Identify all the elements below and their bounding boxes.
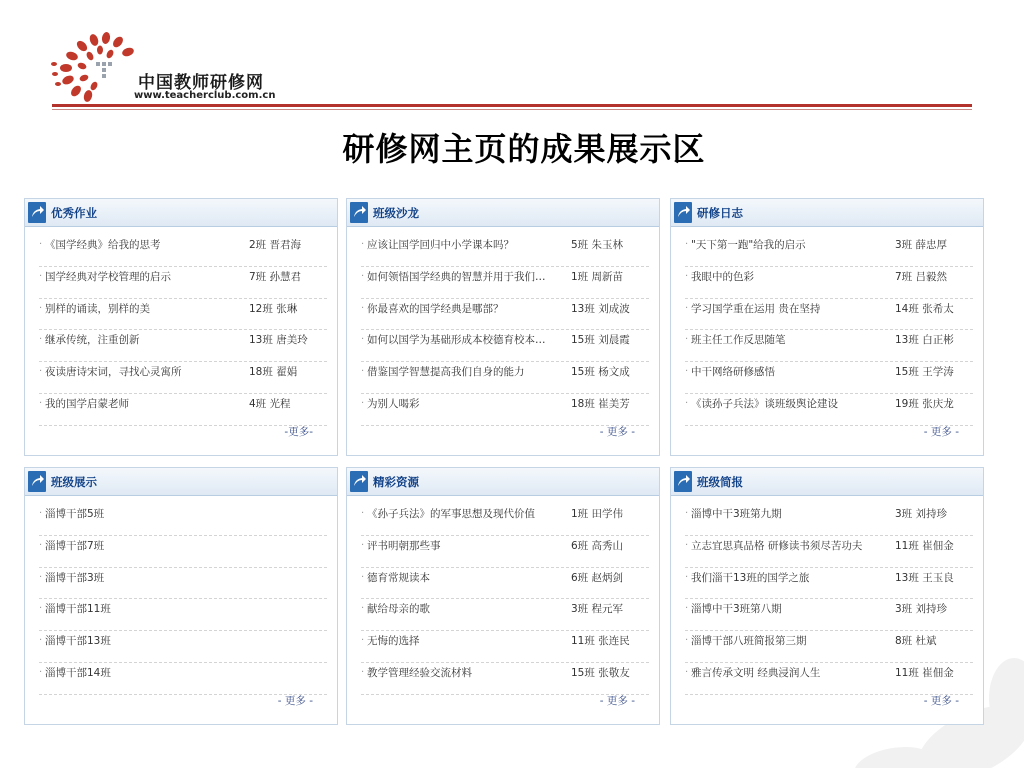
item-title[interactable]: 如何以国学为基础形成本校德育校本…: [367, 334, 546, 347]
item-title[interactable]: 淄博干部7班: [45, 539, 105, 552]
bullet-icon: ·: [361, 366, 365, 378]
panel-header: [25, 199, 337, 227]
list-item[interactable]: [361, 299, 649, 331]
arrow-icon: [350, 471, 368, 492]
item-title[interactable]: 夜读唐诗宋词，寻找心灵寓所: [45, 366, 182, 379]
header-rule-thin: [52, 109, 972, 110]
panel-header: [671, 199, 983, 227]
item-title[interactable]: 教学管理经验交流材料: [367, 666, 472, 679]
item-title[interactable]: 如何领悟国学经典的智慧并用于我们…: [367, 270, 546, 283]
bullet-icon: ·: [361, 635, 365, 647]
logo-url: www.teacherclub.com.cn: [134, 90, 276, 101]
item-title[interactable]: 我们淄干13班的国学之旅: [691, 571, 810, 584]
item-author: 11班 崔佃金: [895, 666, 954, 679]
list-item[interactable]: [685, 599, 973, 631]
bullet-icon: ·: [39, 666, 43, 678]
item-author: 15班 刘晨霞: [571, 334, 630, 347]
list-item[interactable]: [39, 504, 327, 536]
list-item[interactable]: [361, 631, 649, 663]
list-item[interactable]: [39, 299, 327, 331]
list-item[interactable]: [39, 536, 327, 568]
item-author: 11班 张连民: [571, 635, 630, 648]
item-author: 18班 翟娟: [249, 366, 298, 379]
item-author: 6班 高秀山: [571, 539, 624, 552]
bullet-icon: ·: [361, 571, 365, 583]
item-author: 13班 刘成波: [571, 302, 630, 315]
panel-study-log: [670, 198, 984, 456]
panel-header: [347, 468, 659, 496]
item-title[interactable]: 淄博干部11班: [45, 603, 111, 616]
list-item[interactable]: [685, 631, 973, 663]
bullet-icon: ·: [685, 334, 689, 346]
list-item[interactable]: [685, 536, 973, 568]
bullet-icon: ·: [39, 603, 43, 615]
list-item[interactable]: [39, 330, 327, 362]
header-rule: [52, 104, 972, 107]
list-item[interactable]: [361, 394, 649, 426]
slide-title: 研修网主页的成果展示区: [342, 130, 706, 168]
panel-header: [347, 199, 659, 227]
item-title[interactable]: 《读孙子兵法》谈班级舆论建设: [691, 397, 838, 410]
bullet-icon: ·: [685, 666, 689, 678]
item-author: 7班 孙慧君: [249, 270, 302, 283]
item-author: 15班 张敬友: [571, 666, 630, 679]
item-author: 13班 王玉良: [895, 571, 954, 584]
item-author: 3班 刘持珍: [895, 603, 948, 616]
list-item[interactable]: [39, 362, 327, 394]
more-link[interactable]: - 更多 -: [277, 695, 313, 707]
item-title[interactable]: 我眼中的色彩: [691, 270, 754, 283]
panel-class-showcase: [24, 467, 338, 725]
item-author: 19班 张庆龙: [895, 397, 954, 410]
item-title[interactable]: 借鉴国学智慧提高我们自身的能力: [367, 366, 525, 379]
item-author: 15班 王学涛: [895, 366, 954, 379]
panel-title: 精彩资源: [373, 475, 419, 489]
panel-excellent-homework: [24, 198, 338, 456]
bullet-icon: ·: [39, 539, 43, 551]
bullet-icon: ·: [39, 302, 43, 314]
item-title[interactable]: 淄博干部3班: [45, 571, 105, 584]
item-title[interactable]: 别样的诵读，别样的美: [45, 302, 150, 315]
item-author: 18班 崔美芳: [571, 397, 630, 410]
item-title[interactable]: 《孙子兵法》的军事思想及现代价值: [367, 508, 535, 520]
bullet-icon: ·: [685, 397, 689, 409]
list-item[interactable]: [685, 394, 973, 426]
item-author: 12班 张琳: [249, 302, 298, 315]
item-author: 5班 朱玉林: [571, 239, 624, 251]
item-title[interactable]: 淄博干部14班: [45, 666, 111, 679]
list-item[interactable]: [685, 330, 973, 362]
item-author: 6班 赵炳剑: [571, 571, 624, 584]
list-item[interactable]: [685, 299, 973, 331]
item-title[interactable]: "天下第一跑"给我的启示: [691, 239, 806, 251]
item-title[interactable]: 淄博中干3班第九期: [691, 508, 782, 520]
item-title[interactable]: 班主任工作反思随笔: [691, 334, 786, 347]
arrow-icon: [674, 202, 692, 223]
item-author: 3班 刘持珍: [895, 508, 948, 520]
list-item[interactable]: [685, 267, 973, 299]
arrow-icon: [674, 471, 692, 492]
site-logo: [50, 30, 310, 105]
list-item[interactable]: [361, 663, 649, 695]
bullet-icon: ·: [685, 571, 689, 583]
item-author: 2班 晋君海: [249, 239, 302, 251]
item-title[interactable]: 应该让国学回归中小学课本吗？: [367, 239, 514, 251]
item-title[interactable]: 无悔的选择: [367, 635, 420, 648]
bullet-icon: ·: [685, 508, 689, 519]
list-item[interactable]: [361, 362, 649, 394]
panel-header: [671, 468, 983, 496]
list-item[interactable]: [685, 235, 973, 267]
list-item[interactable]: [685, 362, 973, 394]
item-author: 4班 光程: [249, 397, 291, 410]
list-item[interactable]: [39, 267, 327, 299]
item-title[interactable]: 继承传统，注重创新: [45, 334, 140, 347]
logo-dots-icon: [50, 30, 140, 102]
item-title[interactable]: 国学经典对学校管理的启示: [45, 270, 171, 283]
bullet-icon: ·: [685, 539, 689, 551]
panel-class-bulletin: [670, 467, 984, 725]
item-title[interactable]: 献给母亲的歌: [367, 603, 430, 616]
list-item[interactable]: [361, 267, 649, 299]
list-item[interactable]: [361, 235, 649, 267]
list-item[interactable]: [361, 536, 649, 568]
arrow-icon: [28, 202, 46, 223]
item-title[interactable]: 淄博中干3班第八期: [691, 603, 782, 616]
item-author: 11班 崔佃金: [895, 539, 954, 552]
item-title[interactable]: 淄博干部5班: [45, 508, 105, 520]
item-title[interactable]: 立志宜思真品格 研修读书须尽苦功夫: [691, 539, 863, 552]
item-title[interactable]: 德育常规读本: [367, 571, 430, 584]
list-item[interactable]: [361, 599, 649, 631]
item-title[interactable]: 《国学经典》给我的思考: [45, 239, 161, 251]
bullet-icon: ·: [39, 635, 43, 647]
list-item[interactable]: [39, 394, 327, 426]
list-item[interactable]: [361, 504, 649, 536]
item-title[interactable]: 为别人喝彩: [367, 397, 420, 410]
panel-title: 班级展示: [51, 475, 97, 489]
item-title[interactable]: 雅言传承文明 经典浸润人生: [691, 666, 821, 679]
bullet-icon: ·: [361, 239, 365, 250]
list-item[interactable]: [39, 599, 327, 631]
list-item[interactable]: [685, 568, 973, 600]
list-item[interactable]: [361, 330, 649, 362]
arrow-icon: [350, 202, 368, 223]
item-author: 15班 杨文成: [571, 366, 630, 379]
item-title[interactable]: 评书明朝那些事: [367, 539, 441, 552]
bullet-icon: ·: [685, 270, 689, 282]
panel-title: 班级简报: [697, 475, 743, 489]
item-author: 1班 田学伟: [571, 508, 624, 520]
bullet-icon: ·: [39, 508, 43, 519]
bullet-icon: ·: [685, 635, 689, 647]
item-author: 8班 杜斌: [895, 635, 937, 648]
item-author: 3班 薛忠厚: [895, 239, 948, 251]
logo-name: 中国教师研修网: [138, 73, 264, 93]
item-author: 13班 唐美玲: [249, 334, 308, 347]
bullet-icon: ·: [39, 270, 43, 282]
bullet-icon: ·: [361, 666, 365, 678]
item-author: 1班 周新苗: [571, 270, 624, 283]
bullet-icon: ·: [361, 302, 365, 314]
arrow-icon: [28, 471, 46, 492]
item-author: 7班 吕毅然: [895, 270, 948, 283]
more-link[interactable]: - 更多 -: [599, 426, 635, 438]
panel-class-salon: [346, 198, 660, 456]
item-title[interactable]: 学习国学重在运用 贵在坚持: [691, 302, 821, 315]
bullet-icon: ·: [361, 270, 365, 282]
item-author: 3班 程元军: [571, 603, 624, 616]
more-link[interactable]: - 更多 -: [599, 695, 635, 707]
list-item[interactable]: [685, 504, 973, 536]
bullet-icon: ·: [39, 366, 43, 378]
panel-title: 优秀作业: [51, 206, 97, 220]
list-item[interactable]: [361, 568, 649, 600]
item-title[interactable]: 中干网络研修感悟: [691, 366, 775, 379]
item-author: 13班 白正彬: [895, 334, 954, 347]
more-link[interactable]: - 更多 -: [923, 426, 959, 438]
more-link[interactable]: -更多-: [284, 426, 313, 438]
bullet-icon: ·: [361, 603, 365, 615]
list-item[interactable]: [685, 663, 973, 695]
bullet-icon: ·: [685, 603, 689, 615]
bullet-icon: ·: [361, 334, 365, 346]
bullet-icon: ·: [361, 539, 365, 551]
list-item[interactable]: [39, 631, 327, 663]
bullet-icon: ·: [685, 239, 689, 250]
list-item[interactable]: [39, 663, 327, 695]
bullet-icon: ·: [39, 571, 43, 583]
bullet-icon: ·: [39, 397, 43, 409]
panel-featured-resources: [346, 467, 660, 725]
list-item[interactable]: [39, 568, 327, 600]
more-link[interactable]: - 更多 -: [923, 695, 959, 707]
item-title[interactable]: 淄博干部13班: [45, 635, 111, 648]
panel-title: 班级沙龙: [373, 206, 419, 220]
panel-header: [25, 468, 337, 496]
list-item[interactable]: [39, 235, 327, 267]
item-title[interactable]: 你最喜欢的国学经典是哪部？: [367, 302, 504, 315]
item-title[interactable]: 淄博干部八班简报第三期: [691, 635, 807, 648]
bullet-icon: ·: [39, 334, 43, 346]
bullet-icon: ·: [361, 397, 365, 409]
item-title[interactable]: 我的国学启蒙老师: [45, 397, 129, 410]
bullet-icon: ·: [39, 239, 43, 250]
item-author: 14班 张希太: [895, 302, 954, 315]
panel-title: 研修日志: [697, 206, 743, 220]
bullet-icon: ·: [361, 508, 365, 519]
bullet-icon: ·: [685, 302, 689, 314]
bullet-icon: ·: [685, 366, 689, 378]
